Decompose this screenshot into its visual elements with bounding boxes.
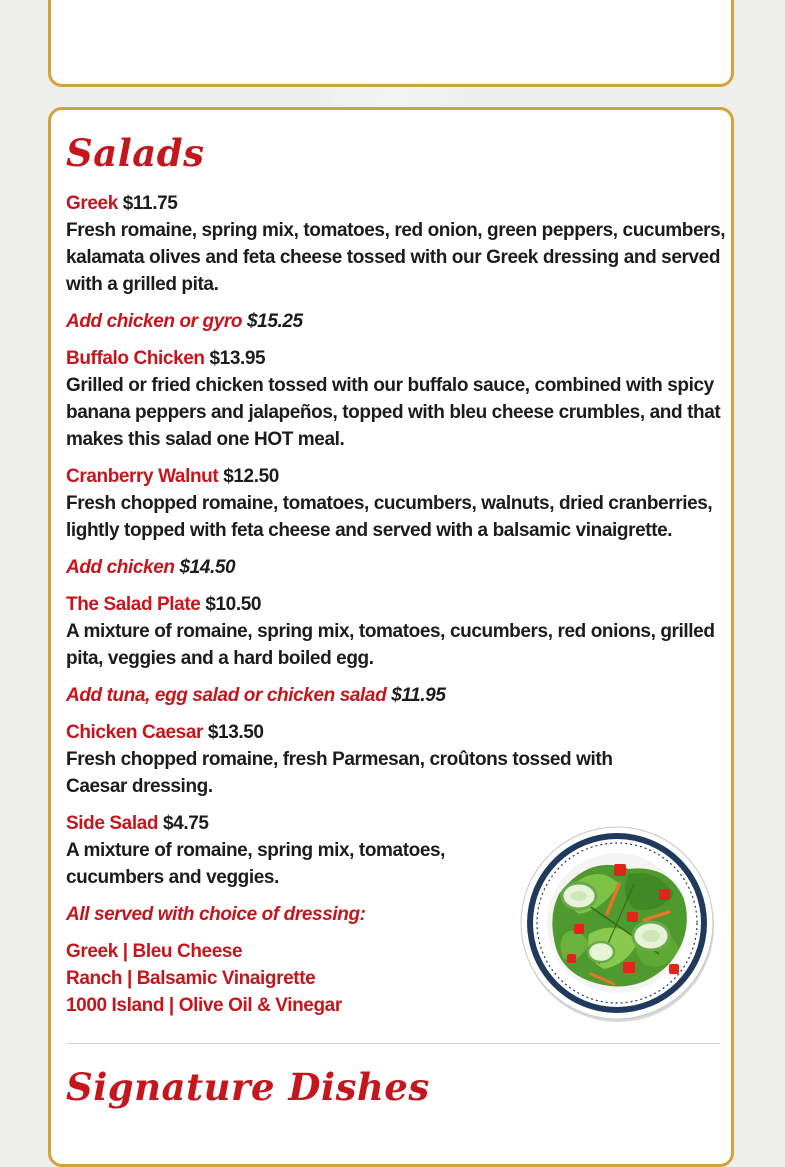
menu-item-price: $13.50 bbox=[207, 722, 264, 743]
menu-item-name: Buffalo Chicken bbox=[66, 348, 205, 369]
menu-item-description: Fresh chopped romaine, tomatoes, cucumbers, walnuts, dried cranberries, lightly topped with feta cheese and served with a balsamic vinaigrette. bbox=[66, 493, 713, 541]
section-divider bbox=[66, 1043, 720, 1044]
menu-item-name: The Salad Plate bbox=[66, 594, 201, 615]
menu-item-description: A mixture of romaine, spring mix, tomatoes, cucumbers, red onions, grilled pita, veggies and a hard boiled egg. bbox=[66, 621, 715, 669]
salads-heading: Salads bbox=[66, 131, 205, 175]
dressing-option: Ranch | Balsamic Vinaigrette bbox=[66, 968, 316, 989]
menu-item-name: Cranberry Walnut bbox=[66, 466, 219, 487]
menu-item-name: Greek bbox=[66, 193, 118, 214]
menu-item-name: Side Salad bbox=[66, 813, 159, 834]
menu-item-buffalo-chicken bbox=[66, 345, 726, 453]
menu-item-price: $4.75 bbox=[163, 813, 209, 834]
menu-item-description: Grilled or fried chicken tossed with our buffalo sauce, combined with spicy banana peppers and jalapeños, topped with bleu cheese crumbles, and that makes this salad one HOT meal. bbox=[66, 375, 721, 450]
menu-item-price: $12.50 bbox=[223, 466, 279, 487]
menu-addon-greek bbox=[66, 308, 726, 335]
signature-dishes-heading: Signature Dishes bbox=[66, 1065, 430, 1109]
addon-price: $14.50 bbox=[179, 557, 236, 578]
menu-item-price: $11.75 bbox=[122, 193, 178, 214]
menu-item-chicken-caesar bbox=[66, 719, 726, 800]
next-section-cropped-text bbox=[66, 1124, 306, 1132]
previous-section-card bbox=[48, 0, 734, 87]
dressing-option: Greek | Bleu Cheese bbox=[66, 941, 243, 962]
menu-item-price: $13.95 bbox=[209, 348, 266, 369]
menu-item-name: Chicken Caesar bbox=[66, 722, 203, 743]
menu-addon-salad-plate bbox=[66, 682, 726, 709]
addon-label: Add tuna, egg salad or chicken salad bbox=[66, 685, 387, 706]
addon-label: Add chicken or gyro bbox=[66, 311, 243, 332]
menu-item-price: $10.50 bbox=[205, 594, 262, 615]
salad-plate-icon bbox=[519, 824, 717, 1024]
menu-item-description: Fresh chopped romaine, fresh Parmesan, croûtons tossed with Caesar dressing. bbox=[66, 749, 613, 797]
menu-addon-cranberry-walnut bbox=[66, 554, 726, 581]
menu-item-greek bbox=[66, 190, 726, 298]
addon-price: $15.25 bbox=[247, 311, 303, 332]
addon-label: Add chicken bbox=[66, 557, 175, 578]
dressing-note: All served with choice of dressing: bbox=[66, 904, 366, 925]
menu-item-description: Fresh romaine, spring mix, tomatoes, red onion, green peppers, cucumbers, kalamata olives and feta cheese tossed with our Greek dressing and served with a grilled pita. bbox=[66, 220, 726, 295]
menu-item-salad-plate bbox=[66, 591, 726, 672]
menu-item-description: A mixture of romaine, spring mix, tomatoes, cucumbers and veggies. bbox=[66, 840, 446, 888]
dressing-option: 1000 Island | Olive Oil & Vinegar bbox=[66, 995, 342, 1016]
menu-item-cranberry-walnut bbox=[66, 463, 726, 544]
addon-price: $11.95 bbox=[391, 685, 446, 706]
